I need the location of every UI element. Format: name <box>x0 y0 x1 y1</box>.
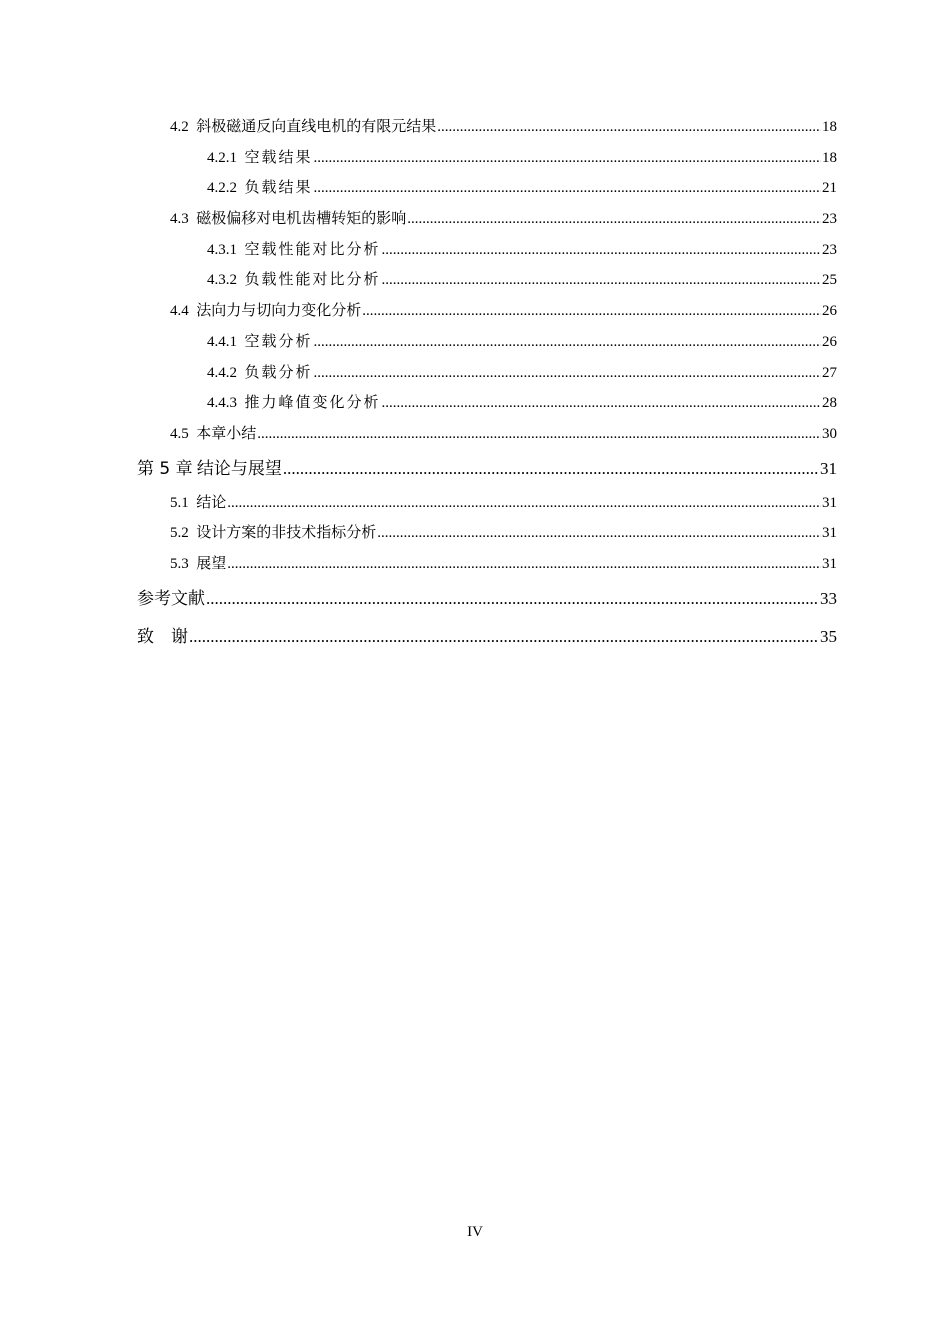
toc-entry-title: 斜极磁通反向直线电机的有限元结果 <box>196 119 437 135</box>
toc-entry-page: 31 <box>822 555 837 572</box>
dot-leader <box>437 112 821 143</box>
dot-leader <box>407 204 821 235</box>
toc-entry-title: 参考文献 <box>137 588 205 609</box>
toc-entry-number: 4.4.2 <box>207 364 237 381</box>
toc-entry-title: 负载性能对比分析 <box>244 272 381 289</box>
toc-entry-page: 18 <box>822 119 837 135</box>
toc-entry-page: 23 <box>822 241 837 258</box>
toc-entry-number: 5.2 <box>170 525 189 542</box>
toc-entry-page: 35 <box>820 626 837 646</box>
toc-entry-4-2-1[interactable] <box>207 143 837 174</box>
toc-entry-page: 31 <box>822 525 837 542</box>
toc-entry-4-3-2[interactable] <box>207 265 837 296</box>
toc-entry-page: 21 <box>822 180 837 197</box>
toc-entry-4-2[interactable] <box>170 112 837 143</box>
toc-entry-title: 推力峰值变化分析 <box>244 395 381 412</box>
toc-entry-number: 4.4.3 <box>207 395 237 412</box>
toc-entry-4-3-1[interactable] <box>207 235 837 266</box>
toc-entry-page: 23 <box>822 211 837 228</box>
dot-leader <box>382 235 821 266</box>
toc-entry-title: 结论 <box>196 494 227 511</box>
toc-entry-page: 31 <box>822 494 837 511</box>
toc-entry-number: 5.3 <box>170 555 189 572</box>
toc-entry-page: 31 <box>820 458 837 478</box>
toc-entry-title: 设计方案的非技术指标分析 <box>196 525 377 542</box>
toc-entry-page: 30 <box>822 425 837 442</box>
toc-entry-title: 空载性能对比分析 <box>244 241 381 258</box>
toc-entry-4-2-2[interactable] <box>207 173 837 204</box>
toc-entry-number: 4.2 <box>170 119 189 135</box>
toc-entry-title: 负载结果 <box>244 180 313 197</box>
toc-entry-title: 空载分析 <box>244 333 313 350</box>
dot-leader <box>314 143 821 174</box>
dot-leader <box>227 488 821 519</box>
dot-leader <box>382 265 821 296</box>
toc-entry-page: 28 <box>822 395 837 412</box>
dot-leader <box>377 518 821 549</box>
dot-leader <box>362 296 821 327</box>
dot-leader <box>382 388 821 419</box>
toc-entry-5-2[interactable] <box>170 518 837 549</box>
toc-entry-references[interactable] <box>137 580 837 618</box>
toc-entry-number: 4.2.1 <box>207 149 237 166</box>
table-of-contents <box>0 112 950 656</box>
toc-entry-title: 结论与展望 <box>196 458 282 479</box>
toc-entry-5-3[interactable] <box>170 549 837 580</box>
dot-leader <box>314 358 821 389</box>
toc-entry-5-1[interactable] <box>170 488 837 519</box>
dot-leader <box>257 419 821 450</box>
toc-entry-4-4-3[interactable] <box>207 388 837 419</box>
dot-leader <box>227 549 821 580</box>
toc-entry-title: 本章小结 <box>196 425 257 442</box>
toc-entry-4-5[interactable] <box>170 419 837 450</box>
toc-entry-title: 法向力与切向力变化分析 <box>196 303 362 320</box>
toc-entry-4-4-1[interactable] <box>207 327 837 358</box>
toc-entry-number: 4.3.1 <box>207 241 237 258</box>
dot-leader <box>206 580 819 618</box>
toc-entry-page: 26 <box>822 333 837 350</box>
toc-entry-title: 负载分析 <box>244 364 313 381</box>
dot-leader <box>189 618 819 656</box>
toc-entry-chapter-5[interactable] <box>137 450 837 488</box>
toc-entry-title: 展望 <box>196 555 227 572</box>
toc-entry-acknowledgements[interactable] <box>137 618 837 656</box>
page-number-footer: IV <box>467 1224 483 1240</box>
toc-entry-number: 4.4 <box>170 303 189 320</box>
toc-entry-number: 4.3.2 <box>207 272 237 289</box>
toc-entry-page: 33 <box>820 588 837 608</box>
toc-entry-page: 25 <box>822 272 837 289</box>
toc-entry-number: 5.1 <box>170 494 189 511</box>
toc-entry-title: 磁极偏移对电机齿槽转矩的影响 <box>196 211 407 228</box>
toc-entry-page: 26 <box>822 303 837 320</box>
toc-entry-page: 18 <box>822 149 837 166</box>
dot-leader <box>283 450 819 488</box>
toc-entry-title: 空载结果 <box>244 149 313 166</box>
toc-entry-title: 致 谢 <box>137 626 188 647</box>
toc-entry-number: 4.5 <box>170 425 189 442</box>
dot-leader <box>314 327 821 358</box>
toc-entry-4-3[interactable] <box>170 204 837 235</box>
toc-entry-4-4-2[interactable] <box>207 358 837 389</box>
toc-entry-number: 4.3 <box>170 211 189 228</box>
toc-entry-number: 第 5 章 <box>137 458 193 479</box>
dot-leader <box>314 173 821 204</box>
toc-entry-4-4[interactable] <box>170 296 837 327</box>
toc-entry-number: 4.4.1 <box>207 333 237 350</box>
toc-entry-page: 27 <box>822 364 837 381</box>
toc-entry-number: 4.2.2 <box>207 180 237 197</box>
